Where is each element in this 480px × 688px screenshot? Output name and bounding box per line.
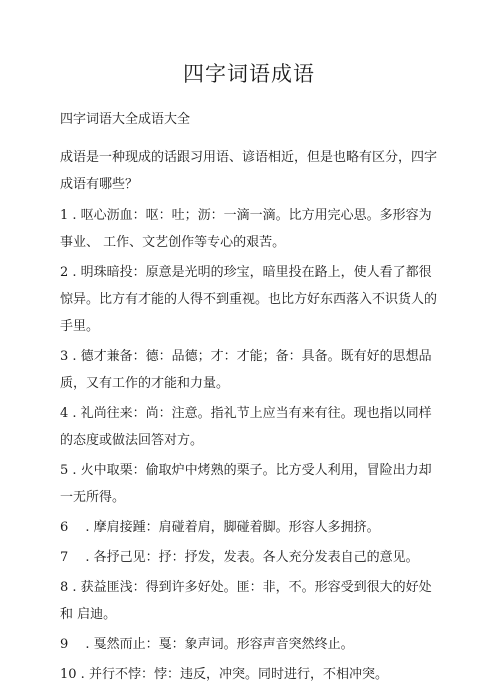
idiom-entry-6: 6 . 摩肩接踵：肩碰着肩，脚碰着脚。形容人多拥挤。 xyxy=(60,520,380,535)
idiom-entry-5: 5 . 火中取栗：偷取炉中烤熟的栗子。比方受人利用，冒险出力却一无所得。 xyxy=(60,463,432,505)
page-title: 四字词语成语 xyxy=(183,62,315,86)
idiom-entry-10: 10 . 并行不悖：悖：违反，冲突。同时进行，不相冲突。 xyxy=(60,667,388,682)
idiom-entry-2: 2 . 明珠暗投：原意是光明的珍宝，暗里投在路上，使人看了都很惊异。比方有才能的人得不到重视。也比方好东西落入不识货人的手里。 xyxy=(60,265,438,334)
intro-paragraph: 成语是一种现成的话跟习用语、谚语相近，但是也略有区分，四字 成语有哪些？ xyxy=(60,150,438,192)
document-subtitle: 四字词语大全成语大全 xyxy=(60,112,191,127)
idiom-entry-9: 9 . 戛然而止：戛：象声词。形容声音突然终止。 xyxy=(60,637,354,652)
idiom-entry-3: 3 . 德才兼备：德：品德；才：才能；备：具备。既有好的思想品质，又有工作的才能和力量。 xyxy=(60,349,432,391)
idiom-entry-7: 7 . 各抒己见：抒：抒发，发表。各人充分发表自己的意见。 xyxy=(60,550,419,565)
idiom-entry-8: 8 . 获益匪浅：得到许多好处。匪：非，不。形容受到很大的好处和 启迪。 xyxy=(60,580,432,622)
idiom-entry-1: 1 . 呕心沥血：呕：吐；沥：一滴一滴。比方用完心思。多形容为事业、 工作、文艺创作等专心的艰苦。 xyxy=(60,208,432,250)
idiom-entry-4: 4 . 礼尚往来：尚：注意。指礼节上应当有来有往。现也指以同样的态度或做法回答对方。 xyxy=(60,406,432,448)
